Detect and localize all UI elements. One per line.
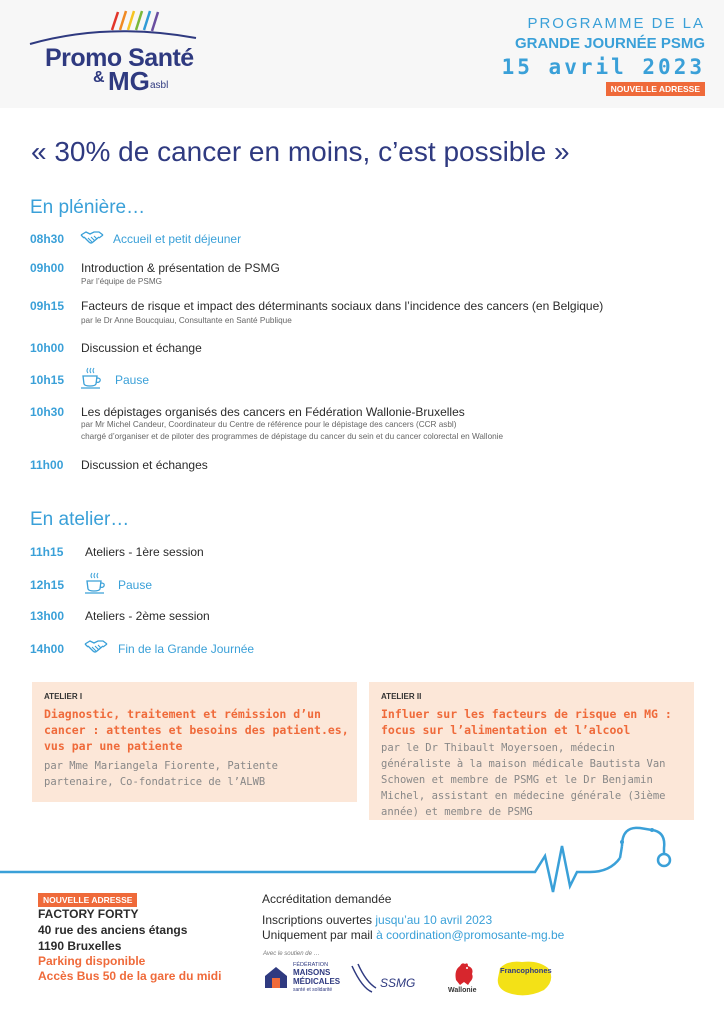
- time-slot: 11h00: [30, 458, 64, 472]
- new-address-badge-footer: NOUVELLE ADRESSE: [38, 893, 137, 907]
- time-slot: 14h00: [30, 642, 65, 656]
- program-title-line1: PROGRAMME DE LA: [527, 15, 705, 32]
- time-slot: 10h15: [30, 373, 65, 387]
- agenda-item-speaker: Par l’équipe de PSMG: [81, 277, 163, 286]
- agenda-item-label: Ateliers - 1ère session: [85, 545, 204, 559]
- venue-name: FACTORY FORTY: [38, 907, 139, 921]
- handshake-icon: [84, 638, 108, 656]
- sponsor-logo-fmm: FÉDÉRATION MAISONS MÉDICALES santé et solidarité: [263, 962, 349, 996]
- agenda-item-speaker: par le Dr Anne Boucquiau, Consultante en Santé Publique: [81, 316, 292, 325]
- support-text: Avec le soutien de …: [263, 951, 320, 957]
- time-slot: 10h30: [30, 405, 65, 419]
- atelier-2-card: [369, 682, 694, 820]
- new-address-badge: NOUVELLE ADRESSE: [606, 82, 705, 96]
- agenda-item-label: Les dépistages organisés des cancers en Fédération Wallonie-Bruxelles: [81, 405, 465, 419]
- atelier-1-speaker: par Mme Mariangela Fiorente, Patiente partenaire, Co-fondatrice de l’ALWB: [44, 760, 278, 788]
- sponsor-logo-ssmg: SSMG: [350, 962, 432, 996]
- header-band: [0, 0, 724, 108]
- venue-parking: Parking disponible: [38, 954, 146, 968]
- time-slot: 09h15: [30, 299, 65, 313]
- agenda-item-label: Discussion et échange: [81, 341, 202, 355]
- registration-deadline: jusqu’au 10 avril 2023: [375, 913, 493, 927]
- registration-text: Inscriptions ouvertes jusqu’au 10 avril 2023: [262, 913, 493, 927]
- agenda-item-label: Pause: [115, 373, 150, 387]
- time-slot: 13h00: [30, 609, 65, 623]
- handshake-icon: [80, 229, 104, 247]
- venue-bus: Accès Bus 50 de la gare du midi: [38, 969, 222, 983]
- venue-street: 40 rue des anciens étangs: [38, 923, 188, 937]
- time-slot: 09h00: [30, 261, 65, 275]
- venue-city: 1190 Bruxelles: [38, 939, 122, 953]
- ssmg-swoosh-icon: [350, 962, 380, 994]
- section-heading-workshops: En atelier…: [30, 509, 130, 530]
- program-date: 15 avril 2023: [501, 55, 705, 79]
- agenda-item-label: Pause: [118, 578, 153, 592]
- logo-ampersand: &: [93, 69, 105, 86]
- time-slot: 10h00: [30, 341, 65, 355]
- agenda-item-label: Accueil et petit déjeuner: [113, 232, 242, 246]
- agenda-item-label: Fin de la Grande Journée: [118, 642, 255, 656]
- rooster-icon: [450, 960, 478, 986]
- logo-text: Promo Santé: [45, 44, 194, 72]
- atelier-2-title: Influer sur les facteurs de risque en MG : focus sur l’alimentation et l’alcool: [381, 707, 672, 737]
- logo-mg: MG: [108, 66, 150, 96]
- time-slot: 12h15: [30, 578, 65, 592]
- time-slot: 08h30: [30, 232, 65, 246]
- page-title: « 30% de cancer en moins, c’est possible »: [31, 136, 570, 167]
- atelier-1-card: [32, 682, 357, 802]
- agenda-item-speaker-detail: chargé d’organiser et de piloter des programmes de dépistage du cancer du sein et du cancer colorectal en Wallonie: [81, 432, 504, 441]
- agenda-item-label: Facteurs de risque et impact des déterminants sociaux dans l’incidence des cancers (en Belgique): [81, 299, 604, 313]
- coffee-cup-icon: [84, 571, 106, 595]
- contact-email-link[interactable]: à coordination@promosante-mg.be: [376, 928, 565, 942]
- program-title-line2: GRANDE JOURNÉE PSMG: [514, 35, 705, 52]
- section-heading-plenary: En plénière…: [30, 197, 146, 218]
- atelier-1-label: ATELIER I: [44, 692, 83, 701]
- sponsor-logo-francophones: Francophones: [494, 958, 556, 998]
- agenda-item-speaker: par Mr Michel Candeur, Coordinateur du Centre de référence pour le dépistage des cancers (CCR asbl): [81, 420, 457, 429]
- logo-rainbow-arcs-icon: [28, 8, 198, 48]
- house-icon: [263, 964, 289, 990]
- agenda-item-label: Introduction & présentation de PSMG: [81, 261, 280, 275]
- atelier-1-title: Diagnostic, traitement et rémission d’un cancer : attentes et besoins des patient.es, vus par une patiente: [44, 707, 349, 753]
- coffee-cup-icon: [80, 366, 102, 390]
- agenda-item-label: Discussion et échanges: [81, 458, 208, 472]
- yellow-blob-icon: [494, 958, 556, 998]
- atelier-2-speaker: par le Dr Thibault Moyersoen, médecin généraliste à la maison médicale Bautista Van Schowen et membre de PSMG et le Dr Benjamin Michel, assistant en médecine générale (3ième année) et membre de PSMG: [381, 742, 666, 818]
- atelier-2-label: ATELIER II: [381, 692, 422, 701]
- accreditation-text: Accréditation demandée: [262, 892, 392, 906]
- mail-text: Uniquement par mail à coordination@promosante-mg.be: [262, 928, 565, 942]
- agenda-item-label: Ateliers - 2ème session: [85, 609, 210, 623]
- logo-asbl: asbl: [150, 80, 169, 91]
- sponsor-logo-wallonie: Wallonie: [446, 960, 482, 998]
- time-slot: 11h15: [30, 545, 64, 559]
